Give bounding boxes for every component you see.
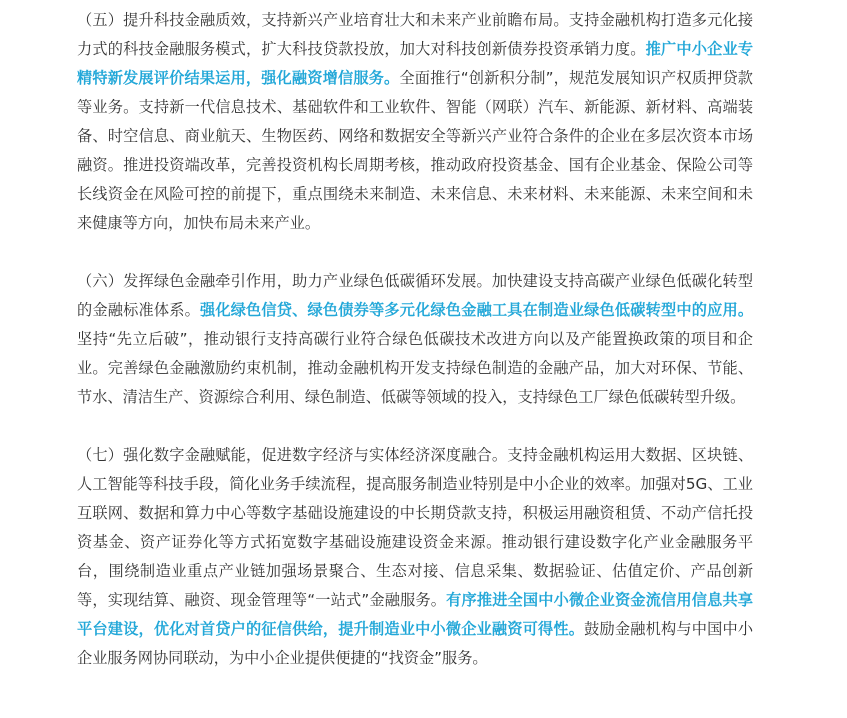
highlighted-text: 推广中小企业专精特新发展评价结果运用，强化融资增信服务。 <box>77 40 754 87</box>
text-segment: （七）强化数字金融赋能，促进数字经济与实体经济深度融合。支持金融机构运用大数据、区块链、人工智能等科技手段，简化业务手续流程，提高服务制造业特别是中小企业的效率。加强对5G、工业互联网、数据和算力中心等数字基础设施建设的中长期贷款支持，积极运用融资租赁、不动产信托投资基金、资产证券化等方式拓宽数字基础设施建设资金来源。推动银行建设数字化产业金融服务平台，围绕制造业重点产业链加强场景聚合、生态对接、信息采集、数据验证、估值定价、产品创新等，实现结算、融资、现金管理等“一站式”金融服务。 <box>77 446 753 609</box>
highlighted-text: 强化绿色信贷、绿色债券等多元化绿色金融工具在制造业绿色低碳转型中的应用。 <box>199 301 754 319</box>
text-segment: （五）提升科技金融质效，支持新兴产业培育壮大和未来产业前瞻布局。支持金融机构打造多元化接力式的科技金融服务模式，扩大科技贷款投放，加大对科技创新债券投资承销力度。 <box>77 11 753 58</box>
paragraph-sci-tech-finance <box>77 6 753 238</box>
text-segment: （六）发挥绿色金融牵引作用，助力产业绿色低碳循环发展。加快建设支持高碳产业绿色低碳化转型的金融标准体系。 <box>77 272 753 319</box>
text-segment: 全面推行“创新积分制”，规范发展知识产权质押贷款等业务。支持新一代信息技术、基础软件和工业软件、智能（网联）汽车、新能源、新材料、高端装备、时空信息、商业航天、生物医药、网络和数据安全等新兴产业符合条件的企业在多层次资本市场融资。推进投资端改革，完善投资机构长周期考核，推动政府投资基金、国有企业基金、保险公司等长线资金在风险可控的前提下，重点围绕未来制造、未来信息、未来材料、未来能源、未来空间和未来健康等方向，加快布局未来产业。 <box>77 69 753 232</box>
highlighted-text: 有序推进全国中小微企业资金流信用信息共享平台建设，优化对首贷户的征信供给，提升制造业中小微企业融资可得性。 <box>77 591 753 638</box>
text-segment: 坚持“先立后破”，推动银行支持高碳行业符合绿色低碳技术改进方向以及产能置换政策的项目和企业。完善绿色金融激励约束机制，推动金融机构开发支持绿色制造的金融产品，加大对环保、节能、节水、清洁生产、资源综合利用、绿色制造、低碳等领域的投入，支持绿色工厂绿色低碳转型升级。 <box>77 330 753 406</box>
paragraph-green-finance <box>77 267 753 412</box>
paragraph-digital-finance <box>77 441 753 673</box>
text-segment: 鼓励金融机构与中国中小企业服务网协同联动，为中小企业提供便捷的“找资金”服务。 <box>77 620 754 667</box>
